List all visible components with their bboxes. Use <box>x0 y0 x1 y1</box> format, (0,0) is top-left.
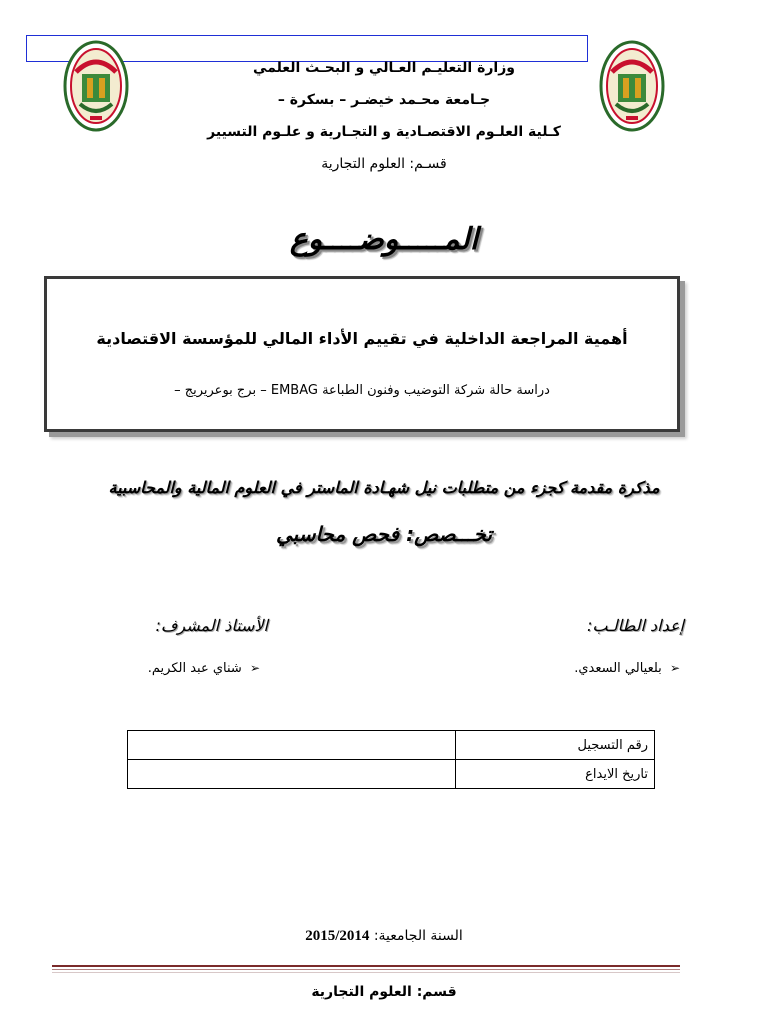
specialty-line: تخـــصص: فحص محاسبي <box>276 522 492 546</box>
table-row <box>128 760 655 789</box>
registration-number-value <box>128 731 456 760</box>
university-logo-left <box>62 38 130 134</box>
footer-divider <box>52 965 680 967</box>
academic-year <box>0 928 768 945</box>
arrow-bullet-icon: ➢ <box>249 661 260 675</box>
topic-heading: المـــــوضــــوع <box>289 222 479 257</box>
university-logo-right <box>598 38 666 134</box>
deposit-date-value <box>128 760 456 789</box>
footer-department: قسم: العلوم التجارية <box>311 984 457 1000</box>
student-label: إعداد الطالـب: <box>586 616 684 635</box>
case-study-line: دراسة حالة شركة التوضيب وفنون الطباعة EMBAG – برج بوعريريج – <box>174 383 550 398</box>
academic-year-value: 2015/2014 <box>305 928 370 944</box>
supervisor-name: شناي عبد الكريم. <box>147 661 242 676</box>
registration-table <box>127 730 655 789</box>
supervisor-label: الأستاذ المشرف: <box>155 616 268 635</box>
ministry-line: وزارة التعليـم العـالي و البحـث العلمي <box>253 60 515 76</box>
deposit-date-label: تاريخ الايداع <box>456 760 655 789</box>
table-row <box>128 731 655 760</box>
academic-year-label: السنة الجامعية: <box>373 928 463 944</box>
subject-title: أهمية المراجعة الداخلية في تقييم الأداء المالي للمؤسسة الاقتصادية <box>96 329 628 348</box>
footer-divider <box>52 972 680 973</box>
arrow-bullet-icon: ➢ <box>669 661 680 675</box>
footer-divider <box>52 969 680 970</box>
student-name: بلعيالي السعدي. <box>574 661 662 676</box>
university-logo-icon <box>598 38 666 134</box>
faculty-line: كـلية العلـوم الاقتصـادية و التجـارية و علـوم التسيير <box>207 124 561 140</box>
registration-number-label: رقم التسجيل <box>456 731 655 760</box>
university-line: جـامعة محـمد خيضـر – بسكرة – <box>277 92 491 108</box>
subject-box <box>44 276 680 432</box>
student-entry <box>574 661 680 676</box>
supervisor-entry <box>148 661 260 676</box>
university-logo-icon <box>62 38 130 134</box>
thesis-statement: مذكرة مقدمة كجزء من متطلبات نيل شهـادة الماستر في العلوم المالية والمحاسبية <box>108 478 660 497</box>
department-line: قسـم: العلوم التجارية <box>321 156 447 172</box>
